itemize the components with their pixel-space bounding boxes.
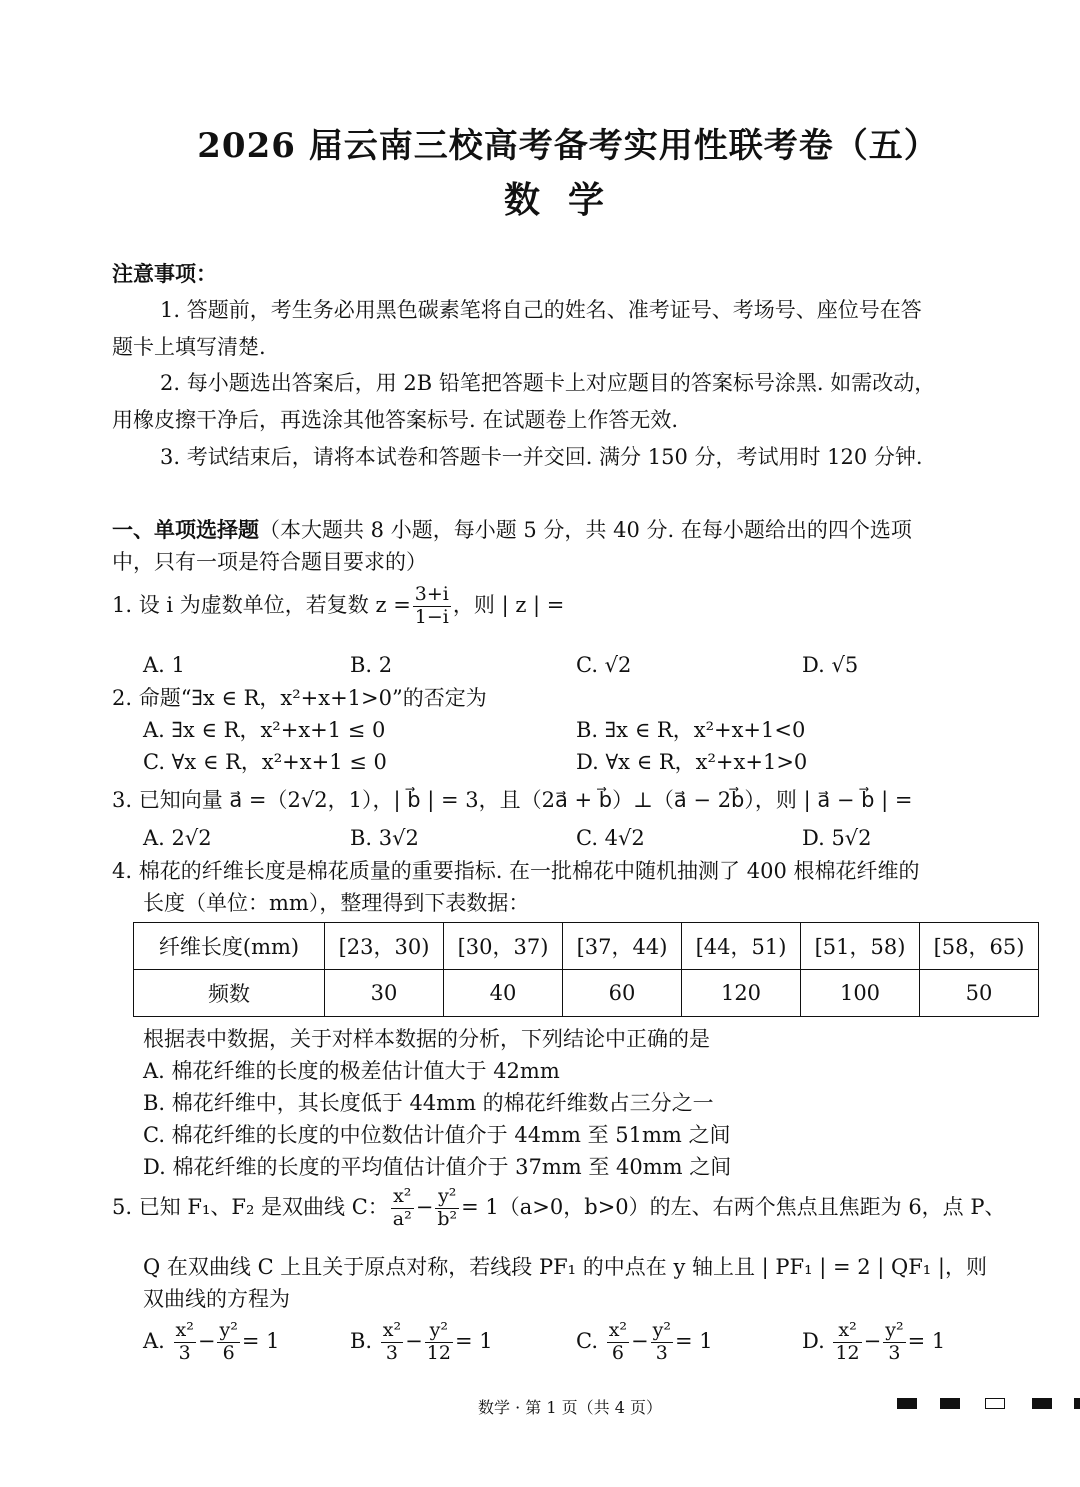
option-frac: [651, 1320, 673, 1365]
table-cell: [58，65): [920, 923, 1039, 970]
table-cell: [30，37): [444, 923, 563, 970]
question-4-after: 根据表中数据，关于对样本数据的分析，下列结论中正确的是: [143, 1027, 710, 1051]
option-label: A.: [143, 1328, 165, 1353]
q1-fraction: [413, 584, 451, 629]
q5-minus: −: [415, 1194, 434, 1219]
table-row: [134, 923, 1039, 970]
question-2-stem: 2. 命题“∃x ∈ R，x²+x+1>0”的否定为: [112, 686, 487, 710]
frac-num: x²: [833, 1320, 861, 1343]
section-desc-line: 中，只有一项是符合题目要求的）: [112, 550, 427, 574]
q5-fraction-x: [391, 1186, 414, 1231]
option-frac: [381, 1320, 403, 1365]
q1-frac-num: 3+i: [414, 583, 449, 605]
q3-option-c: C. 4√2: [576, 826, 645, 850]
option-frac: [217, 1320, 239, 1365]
table-cell: [37，44): [563, 923, 682, 970]
q5-frac-num: y²: [435, 1186, 459, 1209]
q5-stem-b: = 1（a>0，b>0）的左、右两个焦点且焦距为 6，点 P、: [461, 1194, 1006, 1219]
minus-sign: −: [197, 1328, 216, 1353]
frac-den: 6: [611, 1341, 624, 1364]
q1-stem-a: 1. 设 i 为虚数单位，若复数 z =: [112, 592, 411, 617]
section-heading-row: [112, 519, 912, 541]
q4-option-d: D. 棉花纤维的长度的平均值估计值介于 37mm 至 40mm 之间: [143, 1155, 732, 1179]
exam-title: 2026 届云南三校高考备考实用性联考卷（五）: [197, 126, 939, 166]
q5-fraction-y: [435, 1186, 459, 1231]
table-cell: [44，51): [682, 923, 801, 970]
minus-sign: −: [863, 1328, 882, 1353]
q1-option-b: B. 2: [350, 653, 393, 677]
question-5-stem-2: Q 在双曲线 C 上且关于原点对称，若线段 PF₁ 的中点在 y 轴上且 | PF₁ | = 2 | QF₁ |，则: [143, 1255, 987, 1279]
frac-num: y²: [425, 1320, 453, 1343]
q5-frac-den: b²: [437, 1207, 458, 1230]
option-tail: = 1: [241, 1328, 280, 1353]
frac-den: 12: [835, 1341, 860, 1364]
q3-option-b: B. 3√2: [350, 826, 419, 850]
table-row: [134, 970, 1039, 1017]
q5-frac-num: x²: [391, 1186, 414, 1209]
table-cell: 50: [920, 970, 1039, 1017]
option-tail: = 1: [454, 1328, 493, 1353]
notice-heading: 注意事项：: [112, 261, 217, 286]
q2-option-b: B. ∃x ∈ R，x²+x+1<0: [576, 718, 806, 742]
table-cell: 100: [801, 970, 920, 1017]
q2-option-c: C. ∀x ∈ R，x²+x+1 ≤ 0: [143, 750, 387, 774]
frac-den: 3: [385, 1341, 399, 1364]
registration-mark: [985, 1398, 1005, 1409]
option-tail: = 1: [907, 1328, 946, 1353]
option-frac: [833, 1320, 861, 1365]
q1-option-a: A. 1: [143, 653, 185, 677]
q1-frac-den: 1−i: [414, 605, 449, 628]
fiber-length-table: [133, 922, 1039, 1017]
question-5-stem: [112, 1186, 1006, 1231]
question-3-stem: 3. 已知向量 a⃗ =（2√2，1），| b⃗ | = 3，且（2a⃗ + b⃗）⊥（a⃗ − 2b⃗），则 | a⃗ − b⃗ | =: [112, 788, 913, 812]
frac-den: 3: [655, 1341, 668, 1364]
option-label: B.: [350, 1328, 373, 1353]
q1-stem-b: ，则 | z | =: [452, 592, 565, 617]
frac-den: 3: [178, 1341, 191, 1364]
frac-num: y²: [652, 1319, 671, 1341]
notice-line: 2. 每小题选出答案后，用 2B 铅笔把答题卡上对应题目的答案标号涂黑. 如需改动，: [160, 371, 936, 395]
q4-option-b: B. 棉花纤维中，其长度低于 44mm 的棉花纤维数占三分之一: [143, 1091, 714, 1115]
section-heading: 一、单项选择题: [112, 517, 259, 542]
notice-line: 题卡上填写清楚.: [112, 335, 266, 359]
q5-frac-den: a²: [392, 1207, 412, 1230]
q4-option-a: A. 棉花纤维的长度的极差估计值大于 42mm: [143, 1059, 560, 1083]
subject-title: 数学: [503, 179, 632, 221]
frac-num: x²: [382, 1319, 402, 1341]
q5-option-a: [143, 1320, 279, 1365]
notice-line: 3. 考试结束后，请将本试卷和答题卡一并交回. 满分 150 分，考试用时 120 分钟.: [160, 445, 923, 469]
table-cell: 120: [682, 970, 801, 1017]
table-cell: 30: [325, 970, 444, 1017]
table-freq-label: 频数: [134, 970, 325, 1017]
option-frac: [425, 1320, 453, 1365]
registration-mark: [1032, 1398, 1052, 1409]
minus-sign: −: [631, 1328, 649, 1353]
notice-line: 用橡皮擦干净后，再选涂其他答案标号. 在试题卷上作答无效.: [112, 408, 679, 432]
q5-option-c: [576, 1320, 713, 1365]
q3-option-d: D. 5√2: [802, 826, 872, 850]
question-4-stem-2: 长度（单位：mm），整理得到下表数据：: [143, 891, 530, 915]
registration-mark: [1074, 1398, 1080, 1409]
notice-line: 1. 答题前，考生务必用黑色碳素笔将自己的姓名、准考证号、考场号、座位号在答: [160, 298, 922, 322]
frac-num: y²: [885, 1319, 904, 1341]
q5-option-d: [802, 1320, 945, 1365]
option-label: C.: [576, 1328, 598, 1353]
q2-option-a: A. ∃x ∈ R，x²+x+1 ≤ 0: [143, 718, 386, 742]
table-cell: 40: [444, 970, 563, 1017]
option-label: D.: [802, 1328, 825, 1353]
frac-den: 12: [426, 1341, 451, 1364]
registration-mark: [940, 1398, 960, 1409]
table-cell: [51，58): [801, 923, 920, 970]
frac-num: x²: [608, 1319, 628, 1341]
frac-num: y²: [219, 1319, 238, 1341]
frac-den: 6: [222, 1341, 235, 1364]
table-cell: [23，30): [325, 923, 444, 970]
section-desc: （本大题共 8 小题，每小题 5 分，共 40 分. 在每小题给出的四个选项: [259, 518, 912, 542]
q2-option-d: D. ∀x ∈ R，x²+x+1>0: [576, 750, 808, 774]
question-1-stem: [112, 584, 564, 629]
option-frac: [883, 1320, 905, 1365]
minus-sign: −: [405, 1328, 423, 1353]
registration-mark: [897, 1398, 917, 1409]
table-header-label: 纤维长度(mm): [134, 923, 325, 970]
frac-den: 3: [888, 1341, 901, 1364]
option-frac: [607, 1320, 629, 1365]
table-cell: 60: [563, 970, 682, 1017]
page-footer: 数学 · 第 1 页（共 4 页）: [478, 1398, 662, 1417]
q1-option-c: C. √2: [576, 653, 632, 677]
q4-option-c: C. 棉花纤维的长度的中位数估计值介于 44mm 至 51mm 之间: [143, 1123, 731, 1147]
q1-option-d: D. √5: [802, 653, 859, 677]
q5-option-b: [350, 1320, 493, 1365]
q3-option-a: A. 2√2: [143, 826, 212, 850]
option-frac: [174, 1320, 196, 1365]
question-5-stem-3: 双曲线的方程为: [143, 1287, 290, 1311]
question-4-stem: 4. 棉花的纤维长度是棉花质量的重要指标. 在一批棉花中随机抽测了 400 根棉花纤维的: [112, 859, 920, 883]
option-tail: = 1: [675, 1328, 713, 1353]
frac-num: x²: [175, 1319, 194, 1341]
q5-stem-a: 5. 已知 F₁、F₂ 是双曲线 C：: [112, 1194, 389, 1219]
